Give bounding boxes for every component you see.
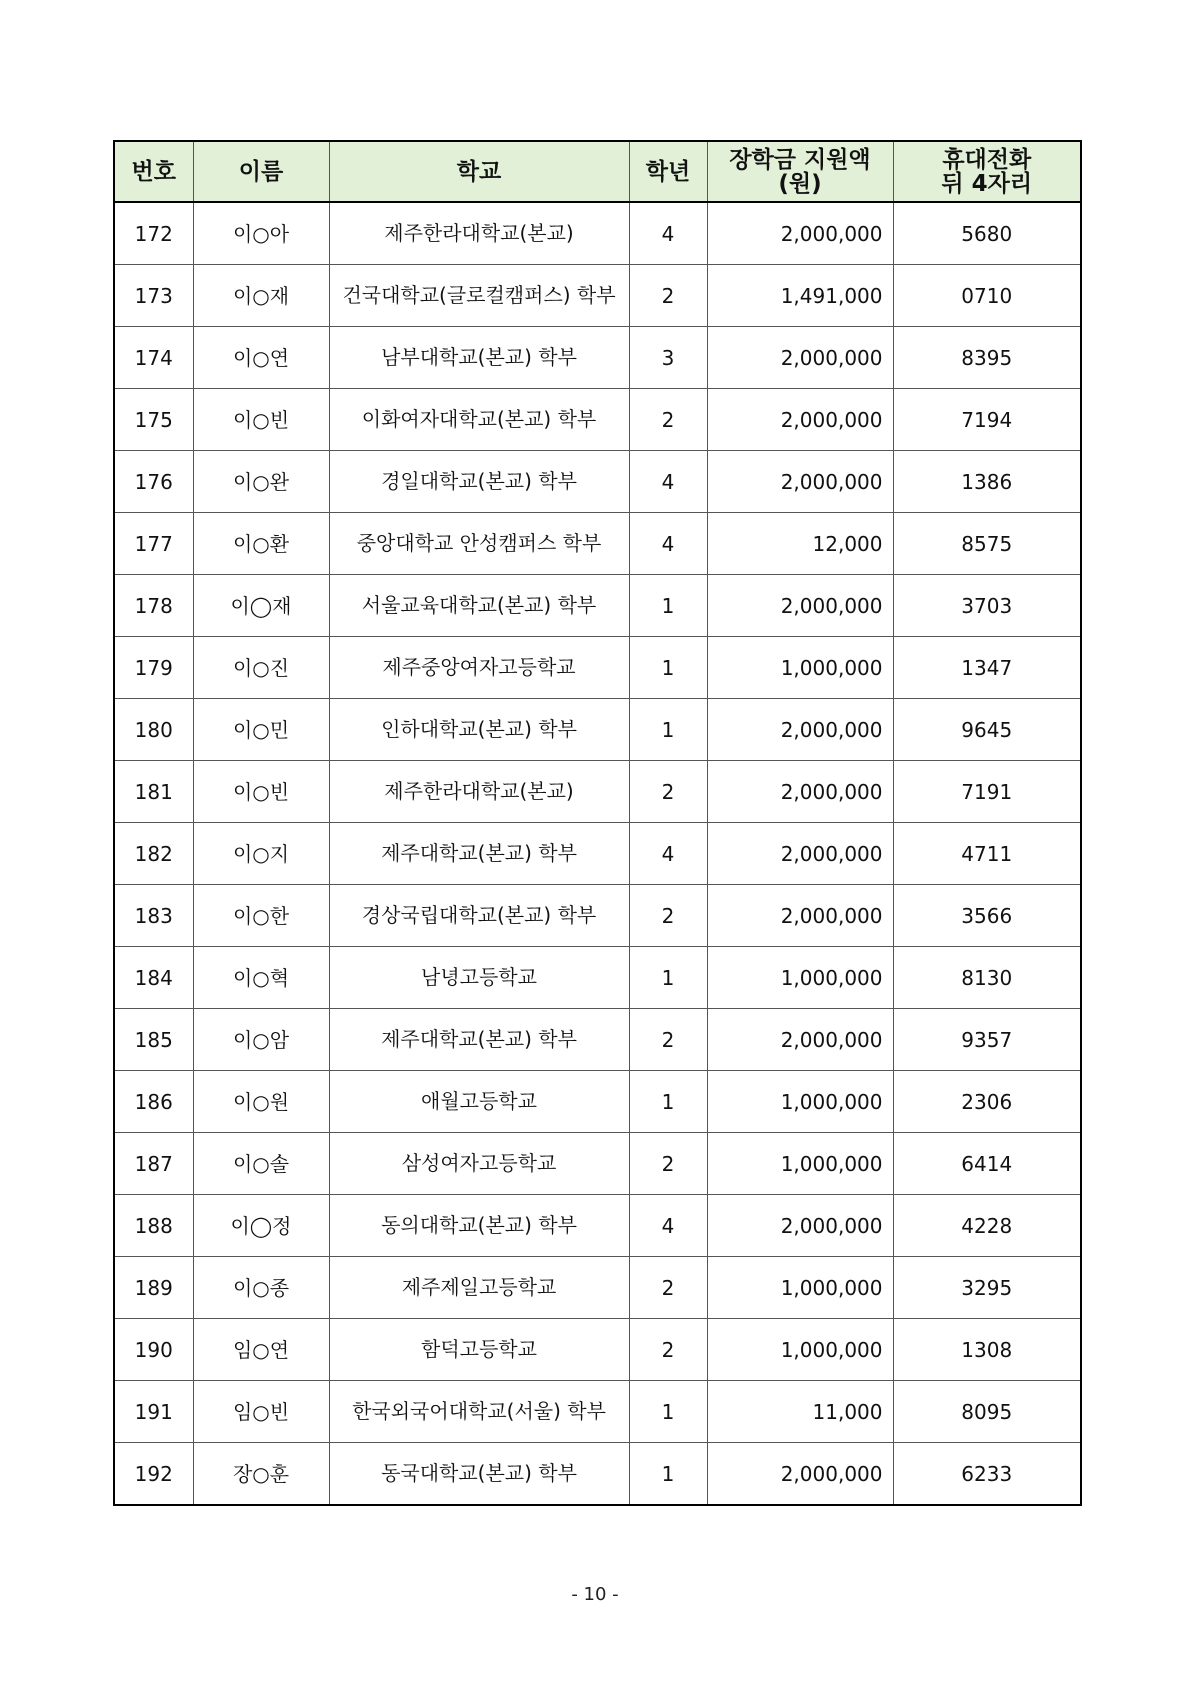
scholarship-table-container xyxy=(113,140,1080,1506)
cell-number: 179 xyxy=(114,637,193,699)
cell-number: 178 xyxy=(114,575,193,637)
cell-phone-last4: 8395 xyxy=(893,327,1081,389)
cell-name: 이○한 xyxy=(193,885,329,947)
cell-amount: 2,000,000 xyxy=(707,327,893,389)
cell-number: 187 xyxy=(114,1133,193,1195)
cell-school: 남부대학교(본교) 학부 xyxy=(329,327,629,389)
header-school: 학교 xyxy=(329,141,629,202)
cell-phone-last4: 0710 xyxy=(893,265,1081,327)
cell-grade: 2 xyxy=(629,1257,707,1319)
table-row xyxy=(114,1133,1081,1195)
cell-name: 이○재 xyxy=(193,265,329,327)
cell-name: 이○환 xyxy=(193,513,329,575)
table-row xyxy=(114,575,1081,637)
header-phone-line2: 뒤 4자리 xyxy=(941,170,1033,197)
cell-grade: 1 xyxy=(629,947,707,1009)
cell-school: 제주대학교(본교) 학부 xyxy=(329,1009,629,1071)
cell-amount: 2,000,000 xyxy=(707,1443,893,1506)
cell-number: 182 xyxy=(114,823,193,885)
cell-amount: 12,000 xyxy=(707,513,893,575)
cell-name: 이○원 xyxy=(193,1071,329,1133)
table-row xyxy=(114,1257,1081,1319)
table-row xyxy=(114,1009,1081,1071)
table-row xyxy=(114,699,1081,761)
cell-amount: 2,000,000 xyxy=(707,823,893,885)
cell-school: 경상국립대학교(본교) 학부 xyxy=(329,885,629,947)
cell-number: 177 xyxy=(114,513,193,575)
cell-phone-last4: 5680 xyxy=(893,202,1081,265)
header-amount-line2: (원) xyxy=(778,170,822,197)
cell-number: 181 xyxy=(114,761,193,823)
cell-phone-last4: 6233 xyxy=(893,1443,1081,1506)
cell-phone-last4: 7194 xyxy=(893,389,1081,451)
cell-phone-last4: 4228 xyxy=(893,1195,1081,1257)
table-row xyxy=(114,947,1081,1009)
cell-amount: 1,491,000 xyxy=(707,265,893,327)
cell-school: 삼성여자고등학교 xyxy=(329,1133,629,1195)
cell-school: 중앙대학교 안성캠퍼스 학부 xyxy=(329,513,629,575)
cell-phone-last4: 6414 xyxy=(893,1133,1081,1195)
cell-phone-last4: 1308 xyxy=(893,1319,1081,1381)
cell-name: 이○빈 xyxy=(193,389,329,451)
table-row xyxy=(114,389,1081,451)
cell-amount: 1,000,000 xyxy=(707,947,893,1009)
cell-grade: 2 xyxy=(629,1319,707,1381)
cell-school: 제주중앙여자고등학교 xyxy=(329,637,629,699)
cell-number: 173 xyxy=(114,265,193,327)
cell-amount: 2,000,000 xyxy=(707,699,893,761)
table-row xyxy=(114,1195,1081,1257)
cell-name: 이○혁 xyxy=(193,947,329,1009)
cell-amount: 1,000,000 xyxy=(707,1071,893,1133)
cell-grade: 1 xyxy=(629,1381,707,1443)
cell-name: 임○연 xyxy=(193,1319,329,1381)
cell-amount: 2,000,000 xyxy=(707,202,893,265)
cell-grade: 2 xyxy=(629,885,707,947)
cell-number: 183 xyxy=(114,885,193,947)
cell-phone-last4: 8130 xyxy=(893,947,1081,1009)
cell-phone-last4: 1347 xyxy=(893,637,1081,699)
cell-grade: 1 xyxy=(629,575,707,637)
cell-phone-last4: 8095 xyxy=(893,1381,1081,1443)
table-row xyxy=(114,202,1081,265)
header-phone-line1: 휴대전화 xyxy=(942,146,1032,173)
table-row xyxy=(114,265,1081,327)
header-number: 번호 xyxy=(114,141,193,202)
cell-amount: 2,000,000 xyxy=(707,1195,893,1257)
cell-name: 이○진 xyxy=(193,637,329,699)
cell-grade: 4 xyxy=(629,202,707,265)
cell-grade: 4 xyxy=(629,513,707,575)
cell-grade: 3 xyxy=(629,327,707,389)
cell-number: 174 xyxy=(114,327,193,389)
table-row xyxy=(114,513,1081,575)
cell-amount: 2,000,000 xyxy=(707,761,893,823)
cell-phone-last4: 3703 xyxy=(893,575,1081,637)
cell-grade: 4 xyxy=(629,823,707,885)
cell-grade: 2 xyxy=(629,1009,707,1071)
cell-phone-last4: 3295 xyxy=(893,1257,1081,1319)
cell-amount: 2,000,000 xyxy=(707,885,893,947)
cell-grade: 4 xyxy=(629,451,707,513)
cell-phone-last4: 9645 xyxy=(893,699,1081,761)
table-row xyxy=(114,1381,1081,1443)
cell-amount: 2,000,000 xyxy=(707,389,893,451)
cell-name: 이○암 xyxy=(193,1009,329,1071)
header-amount xyxy=(707,141,893,202)
cell-name: 이○아 xyxy=(193,202,329,265)
cell-amount: 1,000,000 xyxy=(707,1319,893,1381)
cell-grade: 2 xyxy=(629,761,707,823)
table-row xyxy=(114,451,1081,513)
cell-number: 188 xyxy=(114,1195,193,1257)
table-row xyxy=(114,885,1081,947)
cell-amount: 11,000 xyxy=(707,1381,893,1443)
cell-school: 이화여자대학교(본교) 학부 xyxy=(329,389,629,451)
table-row xyxy=(114,1319,1081,1381)
cell-amount: 1,000,000 xyxy=(707,1133,893,1195)
cell-phone-last4: 3566 xyxy=(893,885,1081,947)
cell-name: 이○민 xyxy=(193,699,329,761)
cell-phone-last4: 2306 xyxy=(893,1071,1081,1133)
cell-school: 한국외국어대학교(서울) 학부 xyxy=(329,1381,629,1443)
cell-school: 남녕고등학교 xyxy=(329,947,629,1009)
cell-number: 190 xyxy=(114,1319,193,1381)
cell-amount: 1,000,000 xyxy=(707,637,893,699)
cell-name: 이○연 xyxy=(193,327,329,389)
table-header-row xyxy=(114,141,1081,202)
cell-grade: 4 xyxy=(629,1195,707,1257)
cell-number: 176 xyxy=(114,451,193,513)
cell-name: 이○솔 xyxy=(193,1133,329,1195)
cell-amount: 2,000,000 xyxy=(707,1009,893,1071)
header-phone xyxy=(893,141,1081,202)
cell-school: 제주한라대학교(본교) xyxy=(329,202,629,265)
cell-number: 180 xyxy=(114,699,193,761)
cell-grade: 1 xyxy=(629,699,707,761)
cell-number: 175 xyxy=(114,389,193,451)
table-row xyxy=(114,761,1081,823)
cell-name: 이◯정 xyxy=(193,1195,329,1257)
cell-phone-last4: 8575 xyxy=(893,513,1081,575)
cell-number: 172 xyxy=(114,202,193,265)
cell-school: 서울교육대학교(본교) 학부 xyxy=(329,575,629,637)
cell-school: 경일대학교(본교) 학부 xyxy=(329,451,629,513)
table-row xyxy=(114,637,1081,699)
cell-school: 인하대학교(본교) 학부 xyxy=(329,699,629,761)
header-name: 이름 xyxy=(193,141,329,202)
cell-phone-last4: 7191 xyxy=(893,761,1081,823)
cell-grade: 2 xyxy=(629,265,707,327)
cell-school: 건국대학교(글로컬캠퍼스) 학부 xyxy=(329,265,629,327)
cell-number: 189 xyxy=(114,1257,193,1319)
cell-school: 동의대학교(본교) 학부 xyxy=(329,1195,629,1257)
cell-number: 185 xyxy=(114,1009,193,1071)
cell-number: 184 xyxy=(114,947,193,1009)
table-body xyxy=(114,202,1081,1505)
page-number: - 10 - xyxy=(571,1584,619,1605)
table-row xyxy=(114,1443,1081,1506)
cell-name: 임○빈 xyxy=(193,1381,329,1443)
header-amount-line1: 장학금 지원액 xyxy=(729,146,871,173)
cell-phone-last4: 9357 xyxy=(893,1009,1081,1071)
cell-school: 제주제일고등학교 xyxy=(329,1257,629,1319)
cell-school: 애월고등학교 xyxy=(329,1071,629,1133)
cell-school: 동국대학교(본교) 학부 xyxy=(329,1443,629,1506)
cell-name: 이○완 xyxy=(193,451,329,513)
header-grade: 학년 xyxy=(629,141,707,202)
cell-amount: 2,000,000 xyxy=(707,575,893,637)
cell-grade: 1 xyxy=(629,1443,707,1506)
cell-number: 192 xyxy=(114,1443,193,1506)
cell-amount: 1,000,000 xyxy=(707,1257,893,1319)
cell-amount: 2,000,000 xyxy=(707,451,893,513)
cell-phone-last4: 1386 xyxy=(893,451,1081,513)
cell-number: 186 xyxy=(114,1071,193,1133)
cell-phone-last4: 4711 xyxy=(893,823,1081,885)
scholarship-recipients-table xyxy=(113,140,1082,1506)
cell-name: 이○지 xyxy=(193,823,329,885)
table-row xyxy=(114,327,1081,389)
cell-grade: 2 xyxy=(629,1133,707,1195)
cell-school: 제주한라대학교(본교) xyxy=(329,761,629,823)
cell-grade: 1 xyxy=(629,637,707,699)
table-row xyxy=(114,1071,1081,1133)
cell-school: 제주대학교(본교) 학부 xyxy=(329,823,629,885)
cell-number: 191 xyxy=(114,1381,193,1443)
cell-name: 이◯재 xyxy=(193,575,329,637)
table-row xyxy=(114,823,1081,885)
cell-name: 장○훈 xyxy=(193,1443,329,1506)
cell-grade: 2 xyxy=(629,389,707,451)
cell-grade: 1 xyxy=(629,1071,707,1133)
cell-school: 함덕고등학교 xyxy=(329,1319,629,1381)
cell-name: 이○빈 xyxy=(193,761,329,823)
cell-name: 이○종 xyxy=(193,1257,329,1319)
